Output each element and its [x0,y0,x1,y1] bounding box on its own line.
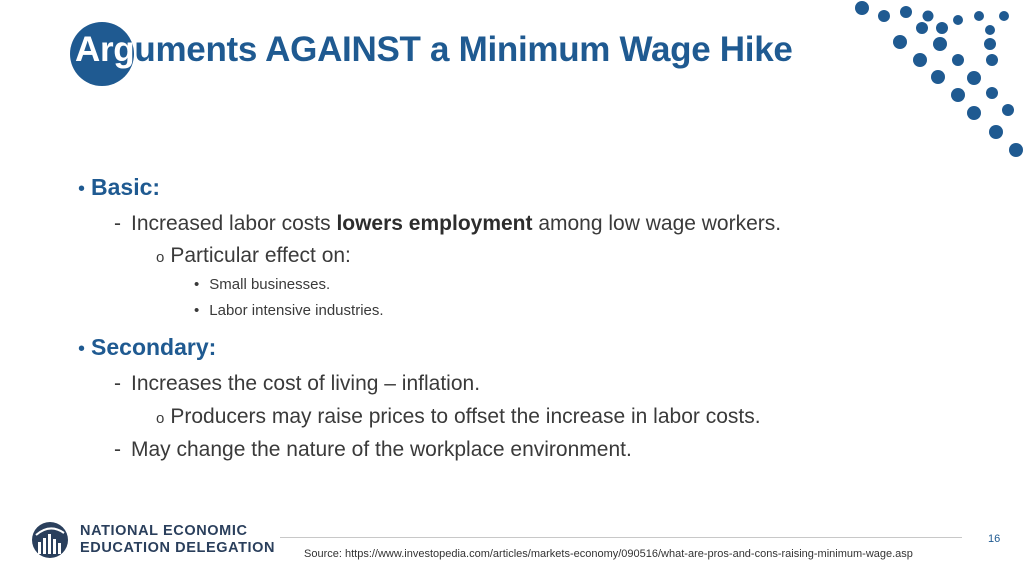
dash-marker: - [114,438,121,461]
section-heading-basic: • Basic: [78,174,161,200]
bullet-marker: • [78,178,86,200]
bullet-item-small-businesses: • Small businesses. [194,276,331,293]
sub-item-particular-effect: o Particular effect on: [156,244,351,267]
logo-text [80,523,275,557]
bullet-marker: • [194,302,200,319]
slide-title [75,30,793,70]
logo-line-1: NATIONAL ECONOMIC [80,523,248,539]
title-highlight: Arg [75,30,135,69]
section-heading-secondary: • Secondary: [78,334,217,360]
list-item-cost-of-living: - Increases the cost of living – inflation. [114,372,481,395]
source-citation: Source: https://www.investopedia.com/articles/markets-economy/090516/what-are-pros-and-cons-raising-minimum-wage.asp [304,548,913,560]
sub-item-producers: o Producers may raise prices to offset the increase in labor costs. [156,405,761,428]
logo-line-2: EDUCATION DELEGATION [80,540,276,556]
bullet-item-labor-intensive: • Labor intensive industries. [194,302,384,319]
list-item-labor-costs: - Increased labor costs lowers employment among low wage workers. [114,212,782,235]
emphasis-text: lowers employment [336,212,533,235]
bullet-marker: • [78,338,86,360]
title-rest: uments AGAINST a Minimum Wage Hike [134,30,793,69]
dot-pattern-decoration [840,0,1024,170]
dash-marker: - [114,372,121,395]
sub-bullet-marker: o [156,410,165,427]
list-item-workplace: - May change the nature of the workplace environment. [114,438,632,461]
footer-divider [280,537,962,538]
bullet-marker: • [194,276,200,293]
dash-marker: - [114,212,121,235]
sub-bullet-marker: o [156,249,165,266]
page-number: 16 [988,533,1001,545]
